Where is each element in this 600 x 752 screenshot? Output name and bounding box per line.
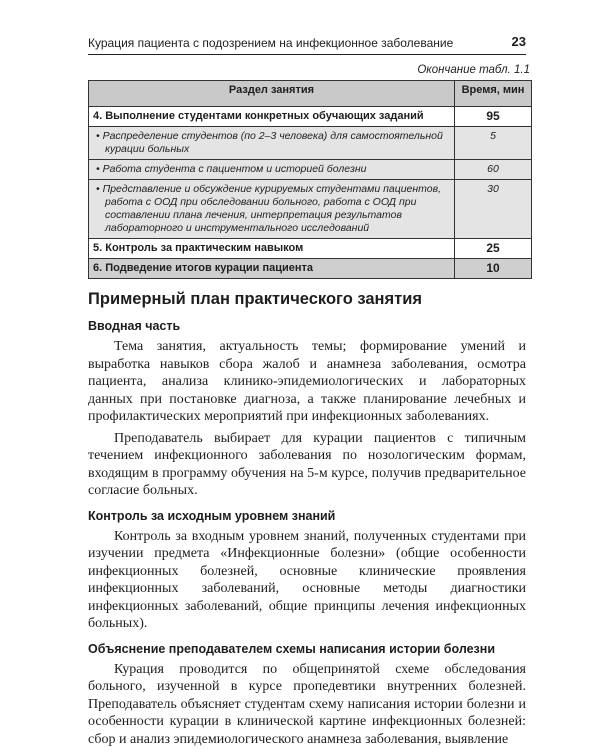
paragraph: Курация проводится по общепринятой схеме обследования больного, изученной в курсе пропедевтики внутренних болезней. Преподаватель объясняет студентам схему написания истории болезни и особенности курации в клинической картине инфекционных болезней: сбор и анализ эпидемиологического анамнеза заболевания, выявление bbox=[88, 661, 526, 747]
row-section: • Распределение студентов (по 2–3 человека) для самостоятельной курации больных bbox=[89, 127, 455, 160]
paragraph: Преподаватель выбирает для курации пациентов с типичным течением инфекционного заболевания по нозологическим формам, входящим в программу обучения на 5-м курсе, получив предварительное согласие больных. bbox=[88, 430, 526, 498]
section-title: Примерный план практического занятия bbox=[88, 290, 422, 308]
table-header-row bbox=[89, 81, 532, 107]
row-time: 30 bbox=[455, 180, 532, 239]
table-row bbox=[89, 239, 532, 259]
row-section: • Работа студента с пациентом и историей болезни bbox=[89, 160, 455, 180]
column-header-time: Время, мин bbox=[455, 81, 532, 107]
paragraph: Контроль за входным уровнем знаний, полученных студентами при изучении предмета «Инфекционные болезни» (общие особенности инфекционных болезней, основные клинические проявления инфекционных заболеваний, основные методы диагностики инфекционных заболеваний, общие принципы лечения инфекционных больных). bbox=[88, 528, 526, 631]
running-title: Курация пациента с подозрением на инфекционное заболевание bbox=[88, 36, 454, 50]
subheading-scheme: Объяснение преподавателем схемы написания истории болезни bbox=[88, 641, 496, 656]
row-section: 5. Контроль за практическим навыком bbox=[89, 239, 455, 259]
row-section: • Представление и обсуждение курируемых студентами пациентов, работа с ООД при обследовании больного, работа с ООД при составлении плана лечения, интерпретация результатов лабораторного и инструментального исследований bbox=[89, 180, 455, 239]
table-row bbox=[89, 127, 532, 160]
row-time: 95 bbox=[455, 107, 532, 127]
column-header-section: Раздел занятия bbox=[89, 81, 455, 107]
page-number: 23 bbox=[511, 34, 526, 49]
table-row bbox=[89, 107, 532, 127]
row-time: 5 bbox=[455, 127, 532, 160]
table-row bbox=[89, 180, 532, 239]
table-row bbox=[89, 160, 532, 180]
subheading-control: Контроль за исходным уровнем знаний bbox=[88, 508, 336, 523]
subheading-intro: Вводная часть bbox=[88, 319, 181, 333]
row-time: 10 bbox=[455, 259, 532, 279]
table-row bbox=[89, 259, 532, 279]
row-time: 60 bbox=[455, 160, 532, 180]
row-section: 4. Выполнение студентами конкретных обучающих заданий bbox=[89, 107, 455, 127]
main-text bbox=[88, 288, 526, 752]
running-header bbox=[88, 34, 526, 55]
lesson-structure-table bbox=[88, 80, 532, 279]
table-caption: Окончание табл. 1.1 bbox=[417, 64, 530, 76]
paragraph: Тема занятия, актуальность темы; формирование умений и выработка навыков сбора жалоб и анамнеза заболевания, осмотра пациента, анализа клинико-эпидемиологических и лабораторных данных при постановке диагноза, а также планирование лечебных и профилактических мероприятий при инфекционных заболеваниях. bbox=[88, 339, 526, 424]
row-section: 6. Подведение итогов курации пациента bbox=[89, 259, 455, 279]
row-time: 25 bbox=[455, 239, 532, 259]
